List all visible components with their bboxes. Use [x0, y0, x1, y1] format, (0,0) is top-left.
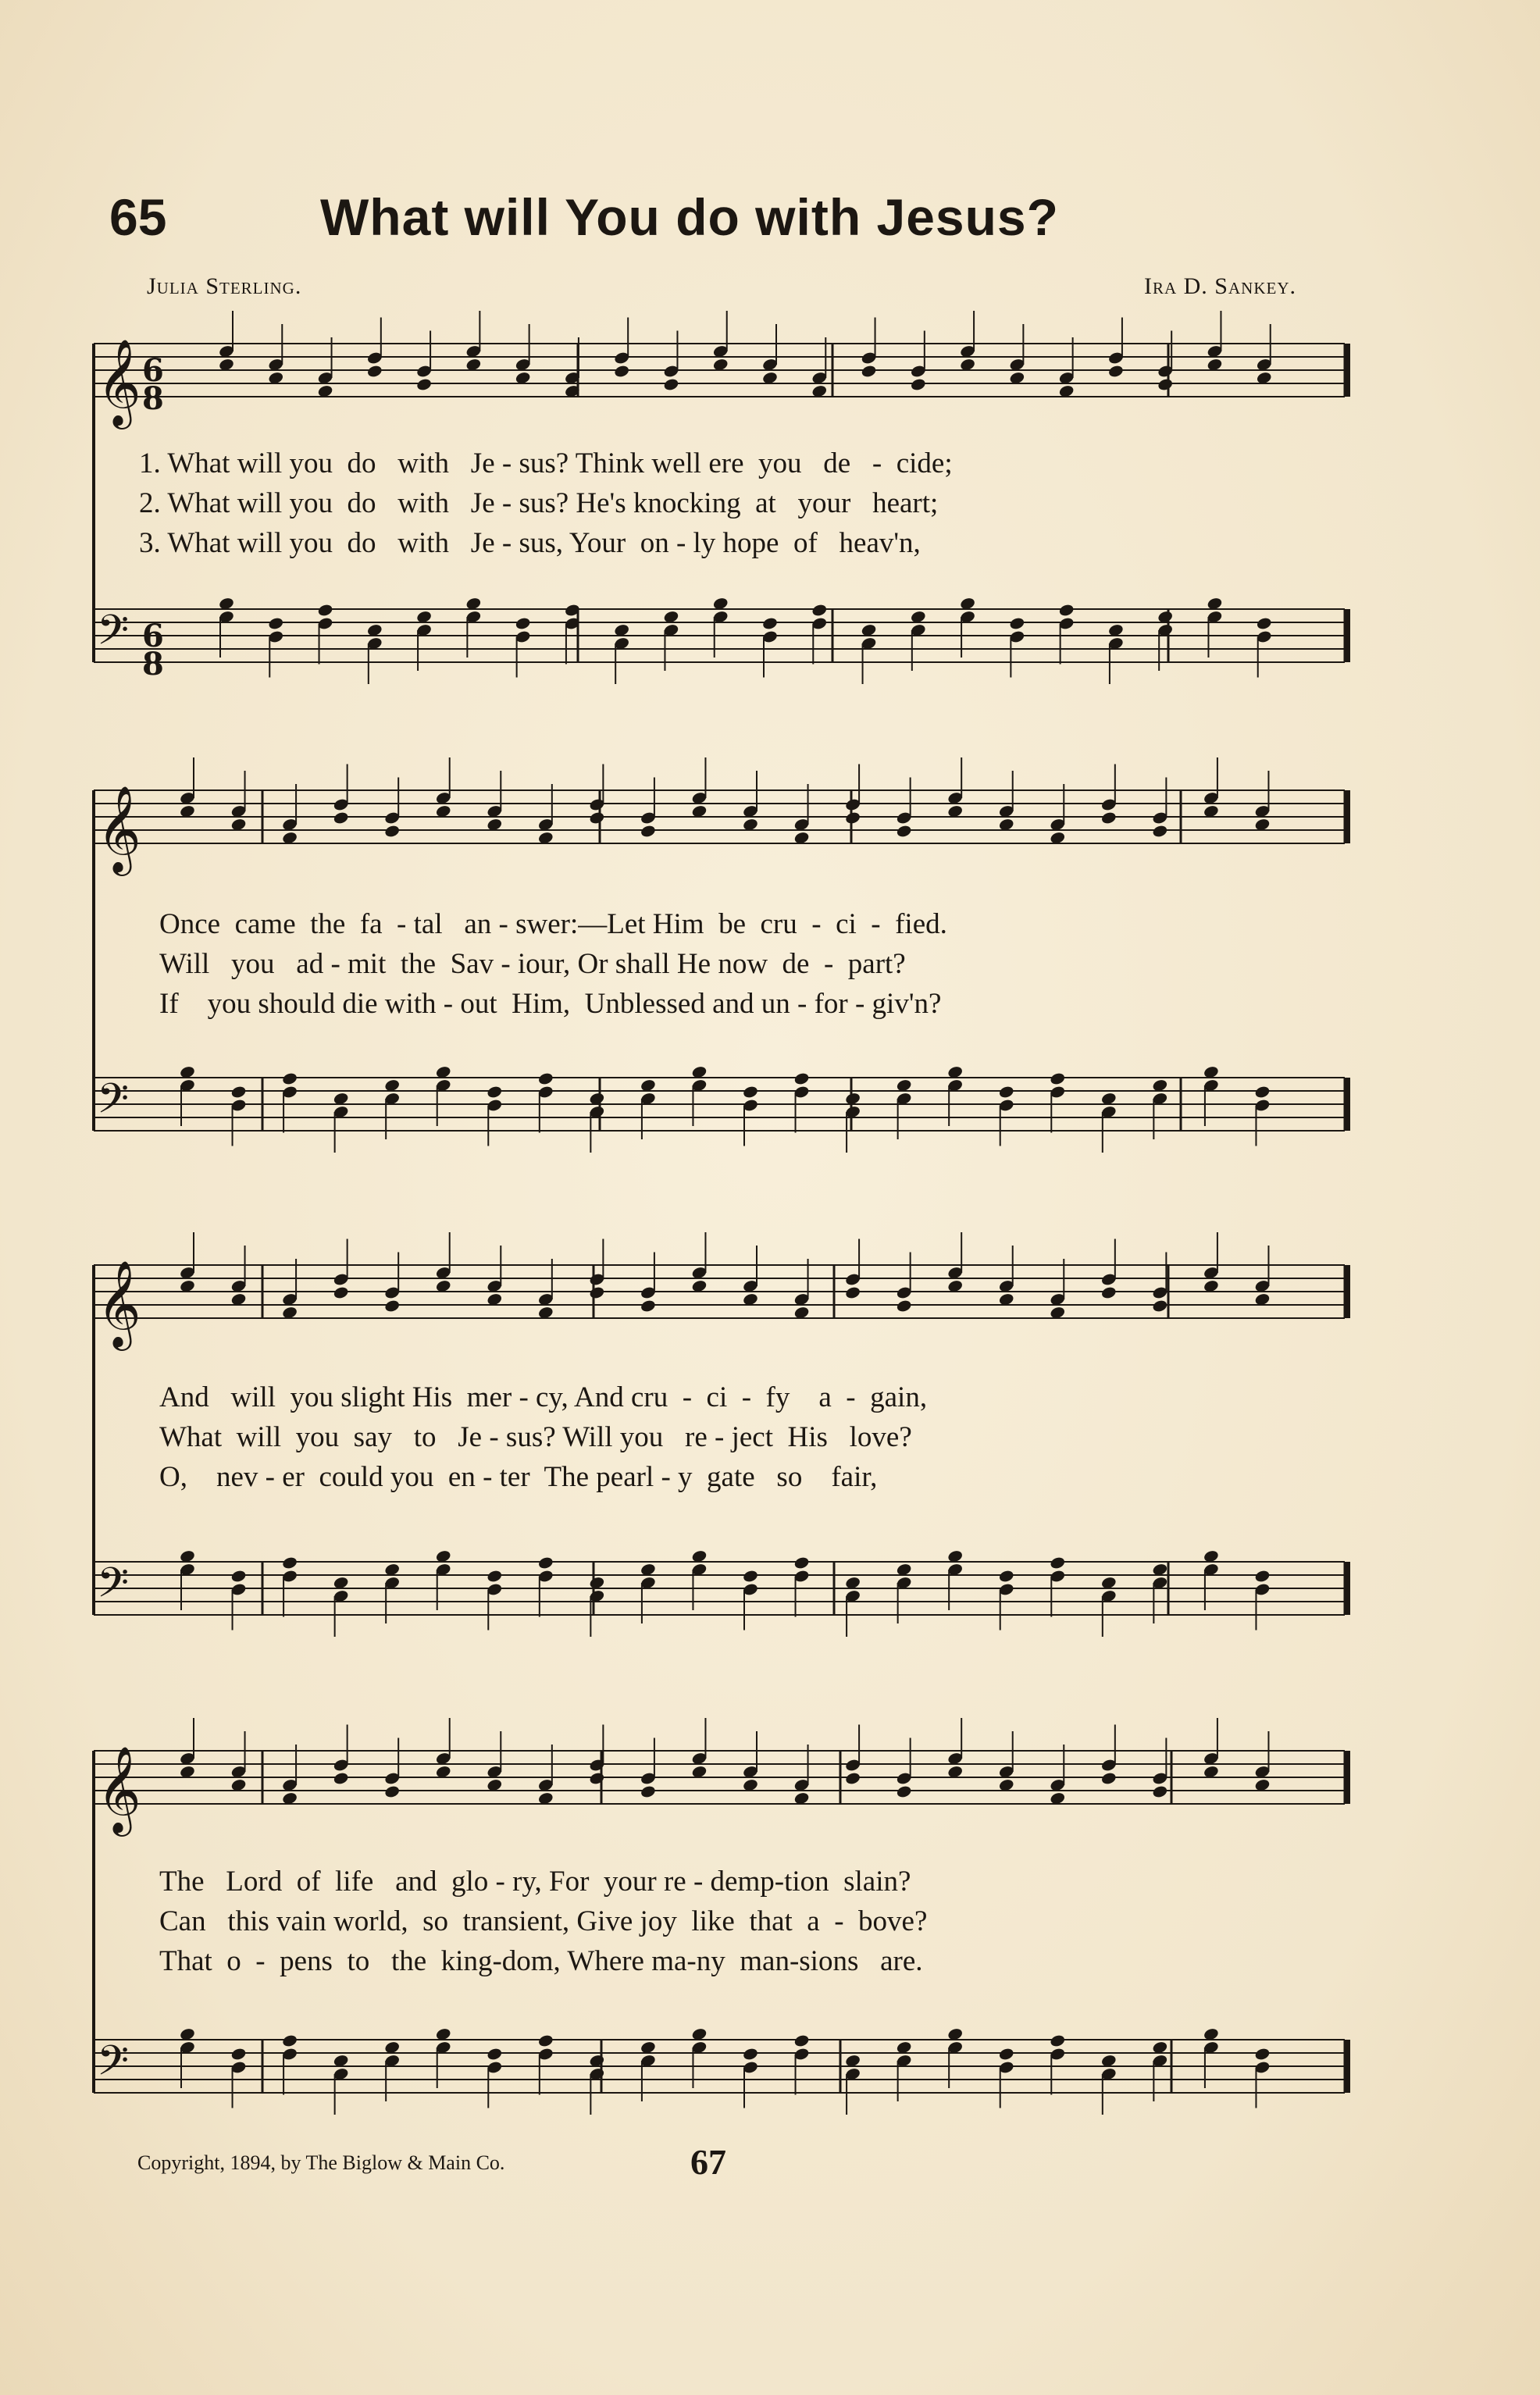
- lyric-line: That o - pens to the king-dom, Where ma-ny man-sions are.: [159, 1945, 923, 1977]
- note-head: [811, 603, 828, 617]
- hymn-author: Julia Sterling.: [147, 273, 302, 299]
- note-head: [384, 824, 401, 838]
- note-head: [1254, 1085, 1271, 1099]
- note-head: [281, 2033, 298, 2048]
- note-head: [1050, 2033, 1066, 2048]
- time-signature: 6: [142, 352, 164, 389]
- bass-clef-icon: 𝄢: [97, 1075, 130, 1133]
- hymn-composer: Ira D. Sankey.: [1143, 273, 1296, 299]
- lyric-line: Once came the fa - tal an - swer:—Let Him be cru - ci - fied.: [159, 908, 947, 940]
- time-signature: 6: [142, 618, 164, 654]
- note-head: [793, 2033, 810, 2048]
- note-head: [896, 1784, 912, 1798]
- lyric-line: The Lord of life and glo - ry, For your re - demp-tion slain?: [159, 1866, 911, 1898]
- lyric-line: Can this vain world, so transient, Give joy like that a - bove?: [159, 1905, 928, 1937]
- note-head: [793, 1071, 810, 1085]
- note-head: [230, 1569, 247, 1583]
- note-head: [317, 603, 333, 617]
- note-head: [537, 2033, 554, 2048]
- time-signature: 8: [142, 646, 164, 683]
- note-head: [333, 1771, 349, 1785]
- note-head: [1100, 1285, 1117, 1299]
- note-head: [793, 1556, 810, 1570]
- note-head: [268, 616, 284, 630]
- note-head: [1058, 603, 1075, 617]
- note-head: [487, 1569, 503, 1583]
- lyric-line: 1. What will you do with Je - sus? Think well ere you de - cide;: [139, 447, 953, 479]
- note-head: [384, 1299, 401, 1313]
- note-head: [1100, 1771, 1117, 1785]
- note-head: [366, 364, 383, 378]
- note-head: [333, 811, 349, 825]
- note-head: [998, 1085, 1014, 1099]
- lyric-line: 2. What will you do with Je - sus? He's knocking at your heart;: [139, 487, 939, 519]
- note-head: [1256, 616, 1272, 630]
- bass-clef-icon: 𝄢: [97, 607, 130, 665]
- note-head: [742, 1085, 758, 1099]
- note-head: [515, 616, 531, 630]
- page-number: 67: [690, 2142, 726, 2182]
- note-head: [742, 2047, 758, 2061]
- note-head: [415, 377, 432, 391]
- lyric-line: Will you ad - mit the Sav - iour, Or shall He now de - part?: [159, 948, 906, 980]
- note-head: [761, 616, 778, 630]
- hymn-title: What will You do with Jesus?: [320, 188, 1059, 246]
- note-head: [537, 1071, 554, 1085]
- note-head: [537, 1556, 554, 1570]
- treble-clef-icon: 𝄞: [97, 785, 141, 872]
- note-head: [844, 1771, 861, 1785]
- note-head: [1152, 1299, 1168, 1313]
- lyric-line: What will you say to Je - sus? Will you re - ject His love?: [159, 1421, 912, 1453]
- note-head: [589, 811, 605, 825]
- note-head: [333, 1285, 349, 1299]
- note-head: [1152, 824, 1168, 838]
- treble-clef-icon: 𝄞: [97, 338, 141, 426]
- treble-clef-icon: 𝄞: [97, 1260, 141, 1347]
- note-head: [896, 824, 912, 838]
- hymn-number: 65: [109, 188, 167, 246]
- note-head: [640, 1299, 656, 1313]
- treble-clef-icon: 𝄞: [97, 1745, 141, 1833]
- bass-clef-icon: 𝄢: [97, 1559, 130, 1617]
- note-head: [230, 1085, 247, 1099]
- note-head: [1157, 377, 1174, 391]
- note-head: [998, 1569, 1014, 1583]
- lyric-line: 3. What will you do with Je - sus, Your on - ly hope of heav'n,: [139, 527, 921, 559]
- copyright-notice: Copyright, 1894, by The Biglow & Main Co.: [137, 2151, 505, 2174]
- note-head: [663, 377, 679, 391]
- lyric-line: If you should die with - out Him, Unblessed and un - for - giv'n?: [159, 988, 942, 1020]
- note-head: [896, 1299, 912, 1313]
- note-head: [281, 1071, 298, 1085]
- note-head: [844, 1285, 861, 1299]
- note-head: [640, 824, 656, 838]
- note-head: [1152, 1784, 1168, 1798]
- note-head: [384, 1784, 401, 1798]
- note-head: [1050, 1071, 1066, 1085]
- note-head: [230, 2047, 247, 2061]
- note-head: [910, 377, 926, 391]
- note-head: [1254, 2047, 1271, 2061]
- note-head: [1009, 616, 1025, 630]
- note-head: [640, 1784, 656, 1798]
- time-signature: 8: [142, 380, 164, 417]
- lyric-line: O, nev - er could you en - ter The pearl - y gate so fair,: [159, 1461, 878, 1493]
- note-head: [1100, 811, 1117, 825]
- note-head: [589, 1285, 605, 1299]
- note-head: [742, 1569, 758, 1583]
- note-head: [614, 364, 630, 378]
- lyric-line: And will you slight His mer - cy, And cru - ci - fy a - gain,: [159, 1381, 928, 1413]
- note-head: [589, 1771, 605, 1785]
- note-head: [487, 1085, 503, 1099]
- note-head: [998, 2047, 1014, 2061]
- note-head: [1050, 1556, 1066, 1570]
- note-head: [1107, 364, 1124, 378]
- note-head: [487, 2047, 503, 2061]
- note-head: [844, 811, 861, 825]
- bass-clef-icon: 𝄢: [97, 2037, 130, 2095]
- note-head: [281, 1556, 298, 1570]
- note-head: [1254, 1569, 1271, 1583]
- note-head: [861, 364, 877, 378]
